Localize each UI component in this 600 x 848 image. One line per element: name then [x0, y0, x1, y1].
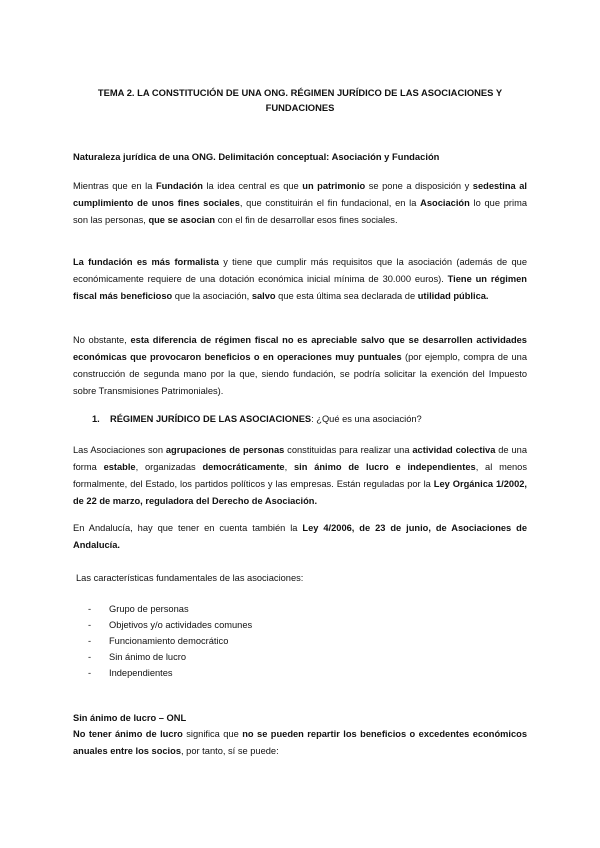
- text-span: , organizadas: [135, 462, 203, 472]
- list-dash: -: [88, 620, 92, 630]
- heading-bold: RÉGIMEN JURÍDICO DE LAS ASOCIACIONES: [110, 414, 312, 424]
- bold-span: agrupaciones de personas: [165, 445, 285, 455]
- paragraph-sin-animo-lucro: [73, 726, 527, 760]
- bold-span: no se pueden repartir los beneficios o excedentes económicos anuales entre los socios: [73, 729, 527, 756]
- text-span: lo que prima son las personas,: [73, 198, 527, 225]
- bold-span: Fundación: [155, 181, 203, 191]
- bold-span: utilidad pública.: [417, 291, 489, 301]
- list-item-text: Independientes: [109, 668, 173, 678]
- bold-span: estable: [103, 462, 136, 472]
- text-span: que esta última sea declarada de: [275, 291, 418, 301]
- text-span: la idea central es que: [202, 181, 303, 191]
- bold-span: Ley Orgánica 1/2002, de 22 de marzo, reguladora del Derecho de Asociación.: [73, 479, 527, 506]
- bold-span: esta diferencia de régimen fiscal no es apreciable salvo que se desarrollen actividades económicas que provocaron beneficios o en operaciones muy puntuales: [73, 335, 527, 362]
- list-intro: Las características fundamentales de las asociaciones:: [76, 573, 304, 583]
- text-span: (por ejemplo, compra de una construcción de segunda mano por la que, siendo fundación, se podría solicitar la exención del Impuesto sobre Transmisiones Patrimoniales).: [73, 352, 527, 396]
- list-dash: -: [88, 668, 92, 678]
- bold-span: actividad colectiva: [412, 445, 496, 455]
- heading-rest: : ¿Qué es una asociación?: [311, 414, 422, 424]
- paragraph-fundacion-asociacion: [73, 178, 527, 229]
- text-span: se pone a disposición y: [365, 181, 473, 191]
- list-item-text: Sin ánimo de lucro: [109, 652, 186, 662]
- text-span: Las Asociaciones son: [73, 445, 166, 455]
- title-line-1: TEMA 2. LA CONSTITUCIÓN DE UNA ONG. RÉGIMEN JURÍDICO DE LAS ASOCIACIONES Y: [97, 87, 503, 98]
- text-span: constituidas para realizar una: [284, 445, 413, 455]
- bold-span: No tener ánimo de lucro: [73, 729, 183, 739]
- text-span: y tiene que cumplir más requisitos que la asociación (además de que económicamente requiere de una dotación económica inicial mínima de 30.000 euros).: [73, 257, 527, 284]
- text-span: que la asociación,: [172, 291, 252, 301]
- bold-span: Ley 4/2006, de 23 de junio, de Asociaciones de Andalucía.: [73, 523, 527, 550]
- section-heading: Naturaleza jurídica de una ONG. Delimitación conceptual: Asociación y Fundación: [73, 151, 440, 162]
- sub-heading: Sin ánimo de lucro – ONL: [73, 713, 187, 723]
- bold-span: Asociación: [420, 198, 470, 208]
- characteristics-list: [88, 601, 252, 681]
- text-span: , por tanto, sí se puede:: [181, 746, 279, 756]
- paragraph-regimen-fiscal: [73, 332, 527, 400]
- list-dash: -: [88, 636, 92, 646]
- list-item-text: Objetivos y/o actividades comunes: [109, 620, 253, 630]
- bold-span: sin ánimo de lucro e independientes: [293, 462, 476, 472]
- bold-span: que se asocian: [148, 215, 216, 225]
- text-span: , que constituirán el fin fundacional, en la: [239, 198, 421, 208]
- list-dash: -: [88, 652, 92, 662]
- bold-span: democráticamente: [202, 462, 285, 472]
- text-span: con el fin de desarrollar esos fines sociales.: [215, 215, 398, 225]
- text-span: Mientras que en la: [73, 181, 156, 191]
- text-span: significa que: [182, 729, 243, 739]
- bold-span: sedestina al cumplimiento de unos fines sociales: [73, 181, 527, 208]
- bold-span: salvo: [251, 291, 276, 301]
- list-dash: -: [88, 604, 92, 614]
- document-title: [73, 85, 527, 115]
- list-item: [88, 633, 252, 649]
- text-span: En Andalucía, hay que tener en cuenta también la: [73, 523, 303, 533]
- paragraph-definicion-asociaciones: [73, 442, 527, 510]
- paragraph-formalismo: [73, 254, 527, 305]
- list-item: [88, 649, 252, 665]
- text-span: de una forma: [73, 445, 527, 472]
- text-span: No obstante,: [73, 335, 131, 345]
- list-item-text: Funcionamiento democrático: [109, 636, 229, 646]
- bold-span: un patrimonio: [302, 181, 366, 191]
- list-item: [88, 665, 252, 681]
- list-item-text: Grupo de personas: [109, 604, 189, 614]
- paragraph-andalucia: [73, 520, 527, 554]
- text-span: , al menos formalmente, del Estado, los partidos políticos y las empresas. Están reguladas por la: [73, 462, 527, 489]
- heading-number: 1.: [92, 414, 100, 424]
- list-item: [88, 601, 252, 617]
- title-line-2: FUNDACIONES: [265, 102, 335, 113]
- numbered-heading: [92, 413, 540, 426]
- list-item: [88, 617, 252, 633]
- bold-span: Tiene un régimen fiscal más beneficioso: [73, 274, 527, 301]
- bold-span: La fundación es más formalista: [73, 257, 219, 267]
- text-span: ,: [284, 462, 294, 472]
